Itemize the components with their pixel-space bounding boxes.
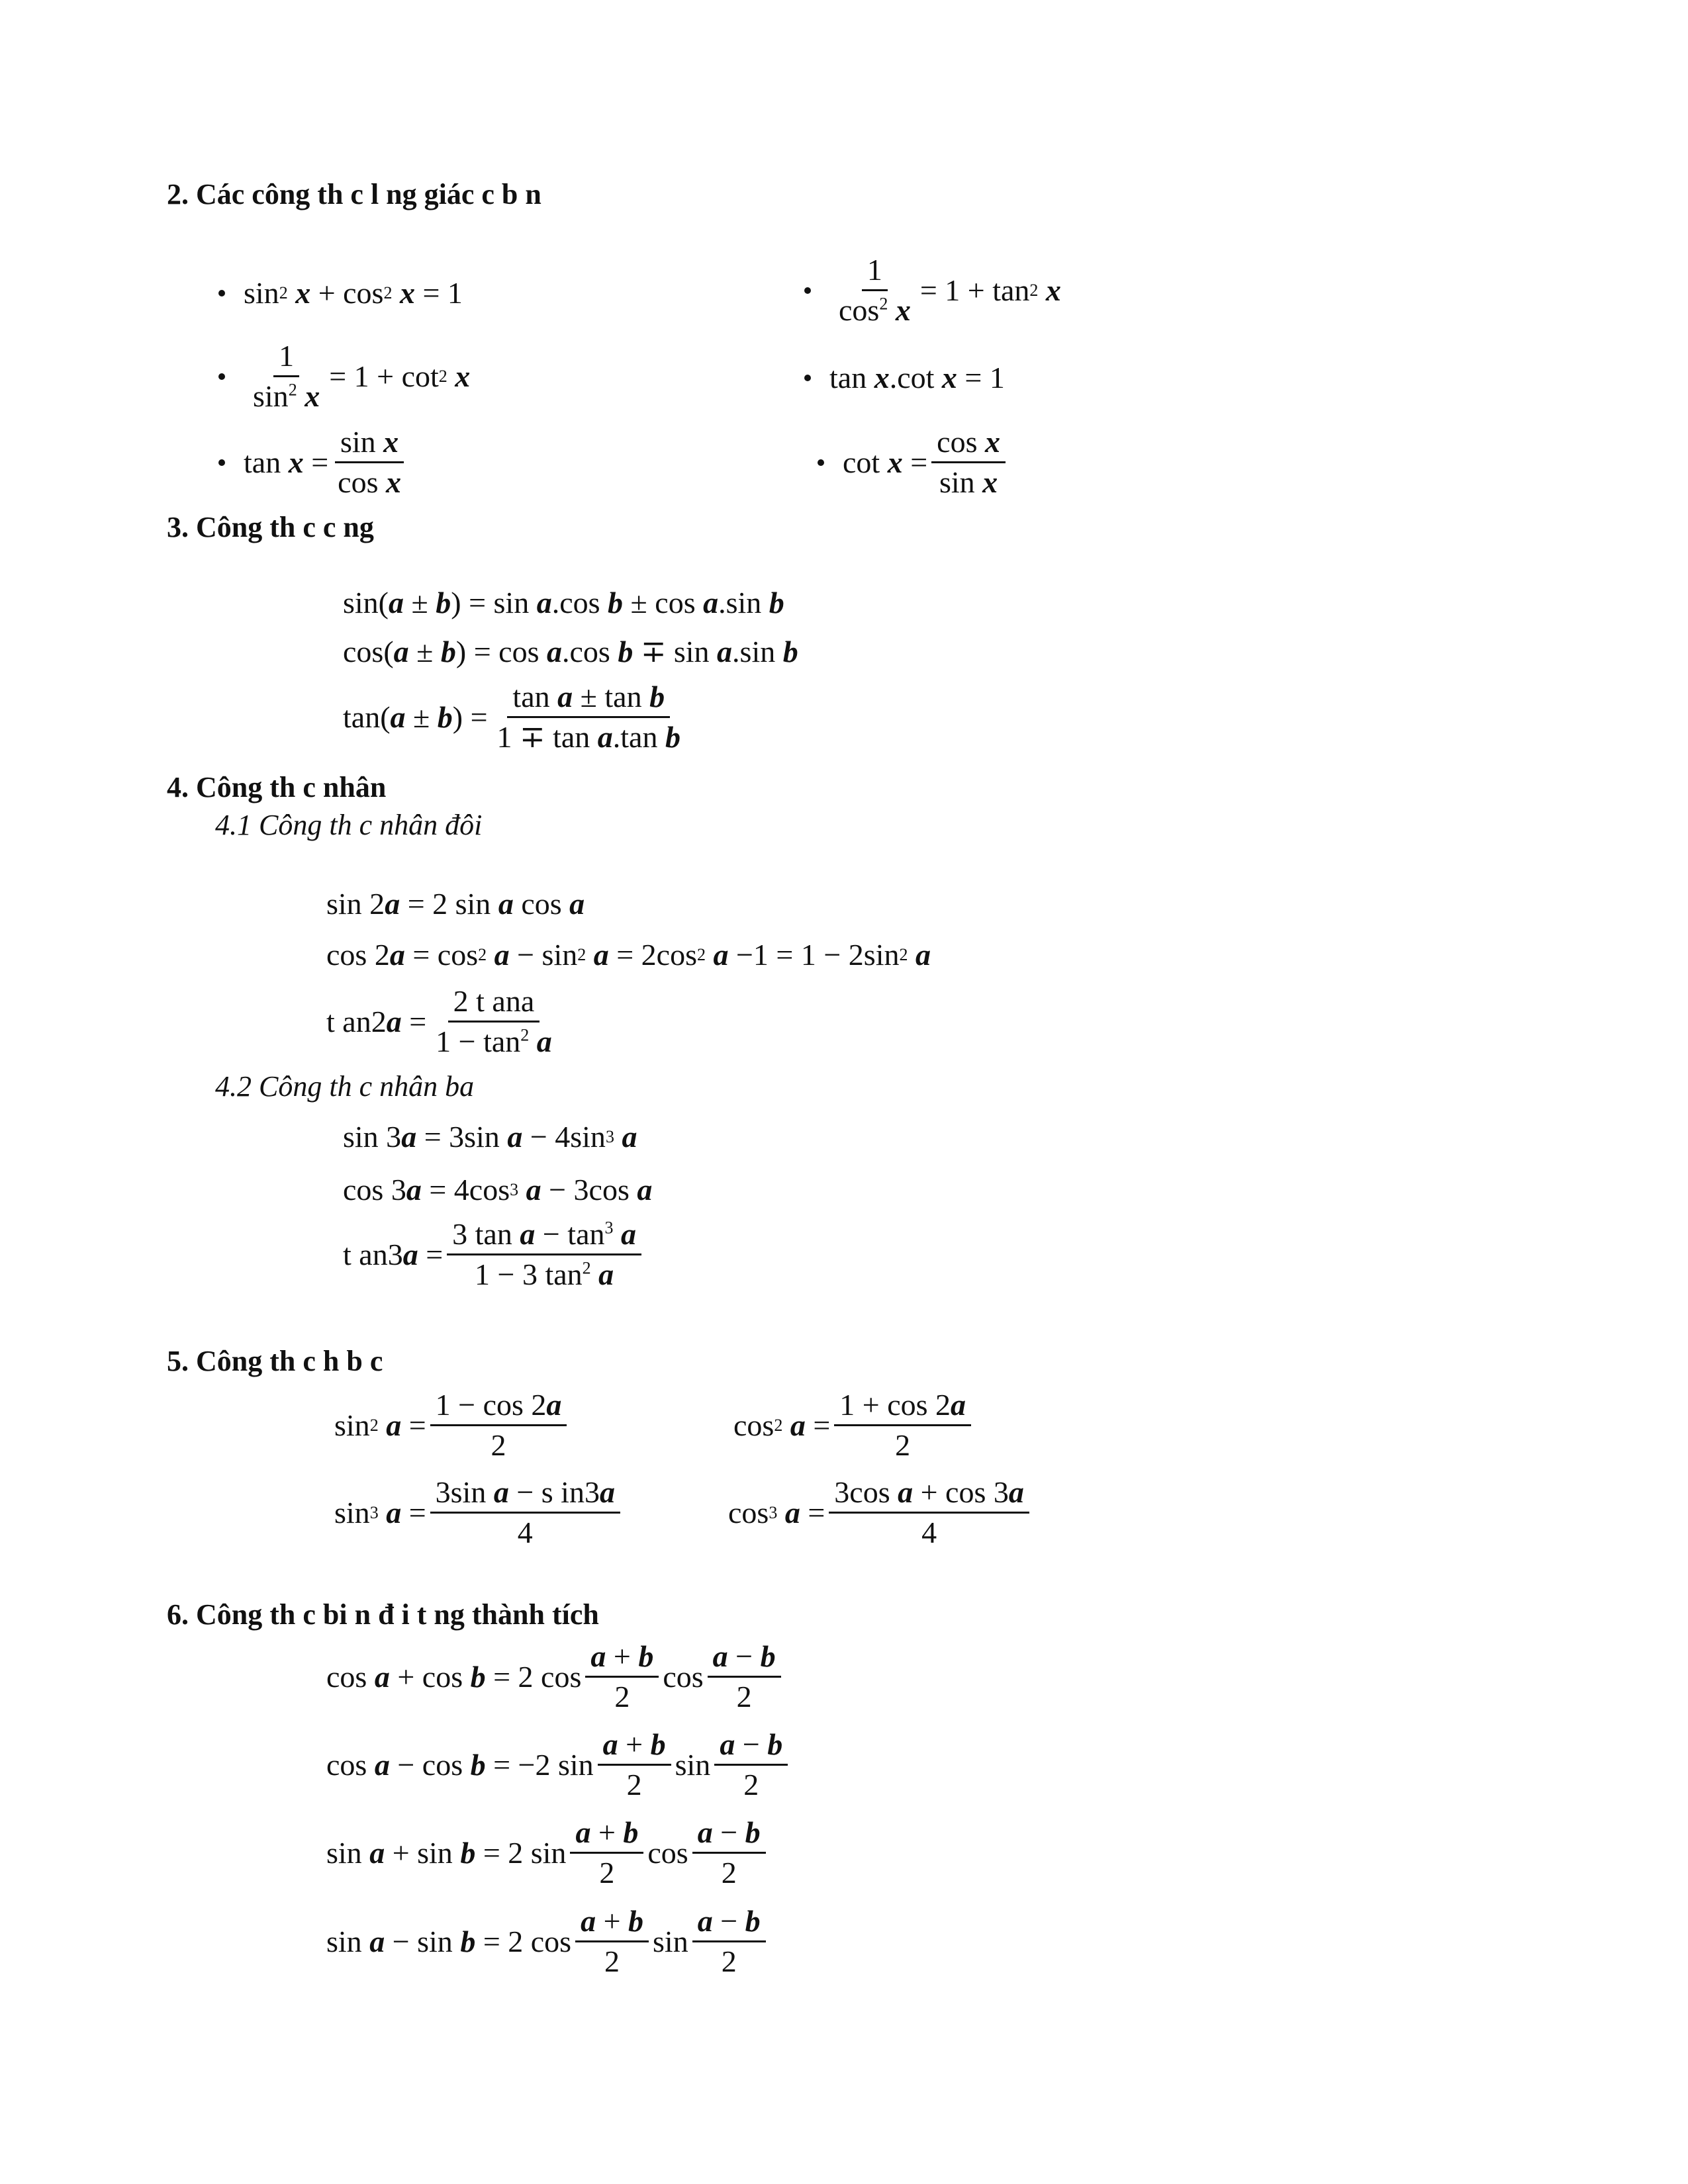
formula-power-cos3: cos 3 a = $\frac{\text{3cos a + cos 3a}}{4}$ xyxy=(728,1477,1033,1548)
section-4-heading: 4. Công th c nhân xyxy=(167,771,387,803)
formula-double-tan: t an2 a = $\frac{\text{2 t ana}}{1 - \tan^2 a}$ xyxy=(326,984,552,1058)
formula-pythagorean: sin 2 x + cos 2 x = 1 xyxy=(218,278,463,308)
bullet-icon xyxy=(804,375,811,381)
bullet-icon xyxy=(804,287,811,294)
formula-sum-cos-minus: cos a − cos b = −2 sin $\frac{a + b}{2}$ sin $\frac{a - b}{2}$ xyxy=(326,1729,792,1800)
formula-double-sin: sin 2 a = 2 sin a cos a xyxy=(326,887,585,921)
subsection-4-2-heading: 4.2 Công th c nhân ba xyxy=(215,1070,475,1103)
formula-add-tan: tan( a ± b ) = $\frac{\text{tan a ± tan b}}{\text{1 ∓ tan a.tan b}}$ xyxy=(343,680,680,754)
formula-tan: tan x = $\frac{\text{sin x}}{\text{cos x}}$ xyxy=(218,427,410,498)
bullet-icon xyxy=(218,373,225,380)
formula-cot: cot x = $\frac{\text{cos x}}{\text{sin x}}$ xyxy=(818,427,1009,498)
section-6-heading: 6. Công th c bi n đ i t ng thành tích xyxy=(167,1598,599,1631)
formula-tancot: tan x .cot x = 1 xyxy=(804,363,1005,393)
formula-triple-tan: t an3 a = $\frac{3 \tan a - \tan^3 a}{1 - 3 \tan^2 a}$ xyxy=(343,1219,645,1290)
formula-power-cos2: cos 2 a = $\frac{1 + \cos 2a}{2}$ xyxy=(733,1390,975,1461)
formula-power-sin2: sin 2 a = $\frac{1 - \cos 2a}{2}$ xyxy=(334,1390,571,1461)
formula-csc: $\frac{1}{\sin^2 x}$ = 1 + cot 2 x xyxy=(218,341,470,412)
formula-add-cos: cos( a ± b ) = cos a .cos b ∓ sin a .sin b xyxy=(343,635,798,668)
formula-triple-cos: cos 3 a = 4cos 3 a − 3cos a xyxy=(343,1173,653,1206)
subsection-4-1-heading: 4.1 Công th c nhân đôi xyxy=(215,809,483,841)
formula-power-sin3: sin 3 a = $\frac{\text{3sin a − s in3a}}{4}$ xyxy=(334,1477,624,1548)
bullet-icon xyxy=(218,290,225,296)
formula-sum-sin-minus: sin a − sin b = 2 cos $\frac{a + b}{2}$ sin $\frac{a - b}{2}$ xyxy=(326,1906,770,1977)
bullet-icon xyxy=(818,459,824,466)
section-5-heading: 5. Công th c h b c xyxy=(167,1345,383,1377)
formula-sum-sin-plus: sin a + sin b = 2 sin $\frac{a + b}{2}$ cos $\frac{a - b}{2}$ xyxy=(326,1817,770,1888)
formula-sum-cos-plus: cos a + cos b = 2 cos $\frac{a + b}{2}$ cos $\frac{a - b}{2}$ xyxy=(326,1641,785,1712)
section-3-heading: 3. Công th c c ng xyxy=(167,511,374,543)
formula-double-cos: cos 2 a = cos 2 a − sin 2 a = 2cos 2 a −1 = 1 − 2sin 2 a xyxy=(326,938,931,972)
formula-sec: $\frac{1}{\cos^2 x}$ = 1 + tan 2 x xyxy=(804,255,1061,326)
bullet-icon xyxy=(218,459,225,466)
section-2-heading: 2. Các công th c l ng giác c b n xyxy=(167,178,541,210)
formula-triple-sin: sin 3 a = 3sin a − 4sin 3 a xyxy=(343,1120,637,1154)
formula-add-sin: sin( a ± b ) = sin a .cos b ± cos a .sin b xyxy=(343,586,784,619)
